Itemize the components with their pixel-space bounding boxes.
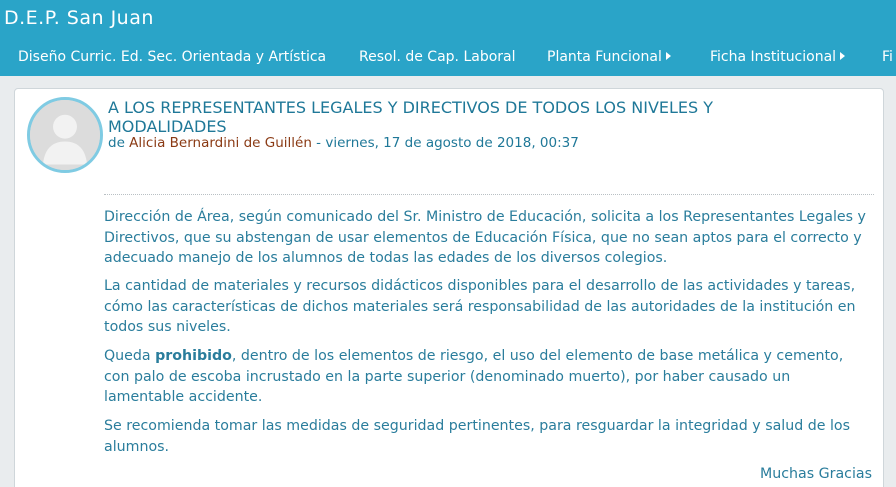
post-title[interactable]: A LOS REPRESENTANTES LEGALES Y DIRECTIVOS DE TODOS LOS NIVELES Y MODALIDADES — [108, 98, 714, 136]
nav-item-label: Planta Funcional — [547, 49, 662, 65]
author-link[interactable]: Alicia Bernardini de Guillén — [129, 135, 312, 151]
nav-item-resol-cap-laboral[interactable] — [359, 49, 516, 65]
site-title[interactable]: D.E.P. San Juan — [4, 7, 154, 29]
avatar-svg — [30, 100, 100, 170]
post-date: - viernes, 17 de agosto de 2018, 00:37 — [311, 135, 579, 151]
nav-item-label: Fi — [882, 49, 893, 65]
nav-item-label: Resol. de Cap. Laboral — [359, 49, 516, 65]
post-signoff: Muchas Gracias — [760, 466, 872, 482]
nav-item-diseno-curric[interactable] — [18, 49, 326, 65]
paragraph-3-start: Queda — [104, 348, 156, 364]
post-paragraph-1: Dirección de Área, según comunicado del Sr. Ministro de Educación, solicita a los Representantes Legales y Directivos, que su abstengan de usar elementos de Educación Física, que no sean aptos para el correcto y adecuado manejo de los alumnos de todas las edades de los diversos colegios. — [104, 209, 866, 266]
post-paragraph-4: Se recomienda tomar las medidas de seguridad pertinentes, para resguardar la integridad y salud de los alumnos. — [104, 418, 850, 455]
nav-item-fi[interactable] — [882, 49, 893, 65]
nav-item-label: Diseño Curric. Ed. Sec. Orientada y Artística — [18, 49, 327, 65]
caret-right-icon — [840, 52, 845, 60]
nav-item-ficha-institucional[interactable] — [710, 49, 845, 65]
default-user-avatar-icon[interactable] — [27, 97, 103, 173]
main-nav — [0, 40, 896, 76]
post-byline — [108, 135, 579, 151]
nav-item-label: Ficha Institucional — [710, 49, 837, 65]
prohibido-emphasis: prohibido — [155, 348, 232, 364]
caret-right-icon — [666, 52, 671, 60]
paragraph-3-end: , dentro de los elementos de riesgo, el uso del elemento de base metálica y cemento, con palo de escoba incrustado en la parte superior (denominado muerto), por haber causado un lamentable accidente. — [104, 348, 844, 405]
byline-prefix: de — [108, 135, 130, 151]
post-paragraph-2: La cantidad de materiales y recursos didácticos disponibles para el desarrollo de las actividades y tareas, cómo las características de dichos materiales será responsabilidad de las autoridades de la institución en todos sus niveles. — [104, 278, 856, 335]
site-header — [0, 0, 896, 40]
nav-item-planta-funcional[interactable] — [547, 49, 671, 65]
post-paragraph-3 — [104, 346, 870, 408]
post-divider — [104, 194, 874, 195]
